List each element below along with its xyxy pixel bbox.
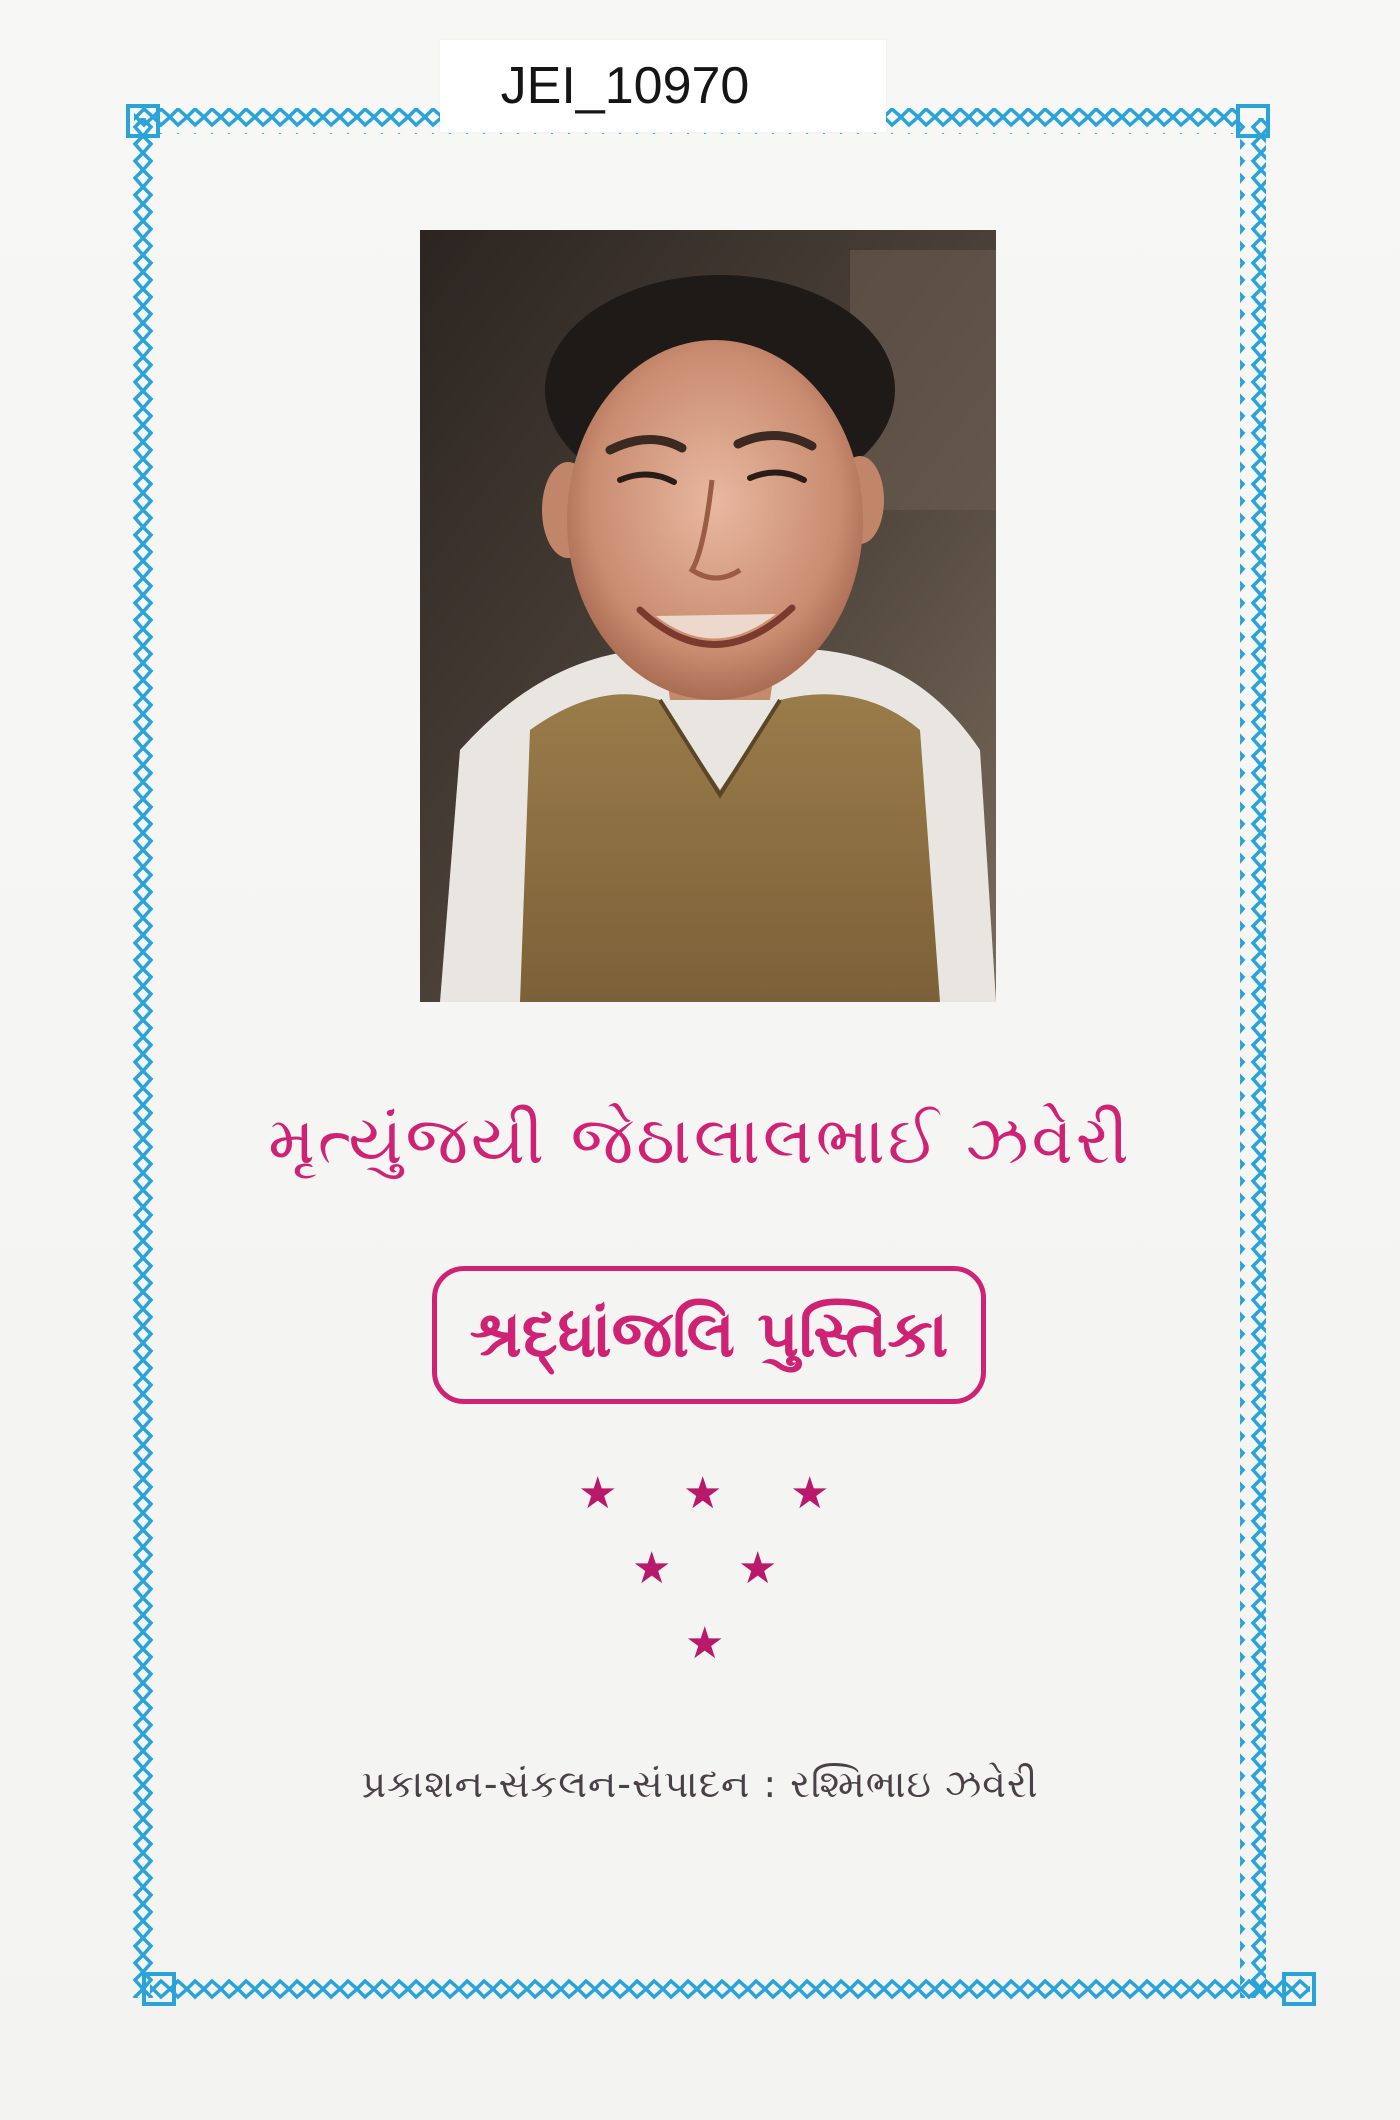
star-icon: ★	[738, 1543, 778, 1594]
portrait-icon	[420, 230, 996, 1002]
star-icon: ★	[683, 1468, 723, 1519]
publisher-credit: પ્રકાશન-સંકલન-સંપાદન : રશ્મિભાઇ ઝવેરી	[361, 1762, 1039, 1806]
star-icon: ★	[632, 1543, 672, 1594]
star-icon: ★	[685, 1618, 725, 1669]
accession-number-text: JEI_10970	[500, 57, 750, 115]
portrait-photo	[420, 230, 996, 1002]
accession-number-label	[440, 40, 886, 132]
memorial-name-title: મૃત્યુંજયી જેઠાલાલભાઈ ઝવેરી	[268, 1102, 1132, 1179]
star-icon: ★	[578, 1468, 618, 1519]
booklet-title: શ્રદ્ધાંજલિ પુસ્તિકા	[469, 1298, 949, 1372]
star-icon: ★	[790, 1468, 830, 1519]
booklet-title-box	[432, 1266, 986, 1404]
